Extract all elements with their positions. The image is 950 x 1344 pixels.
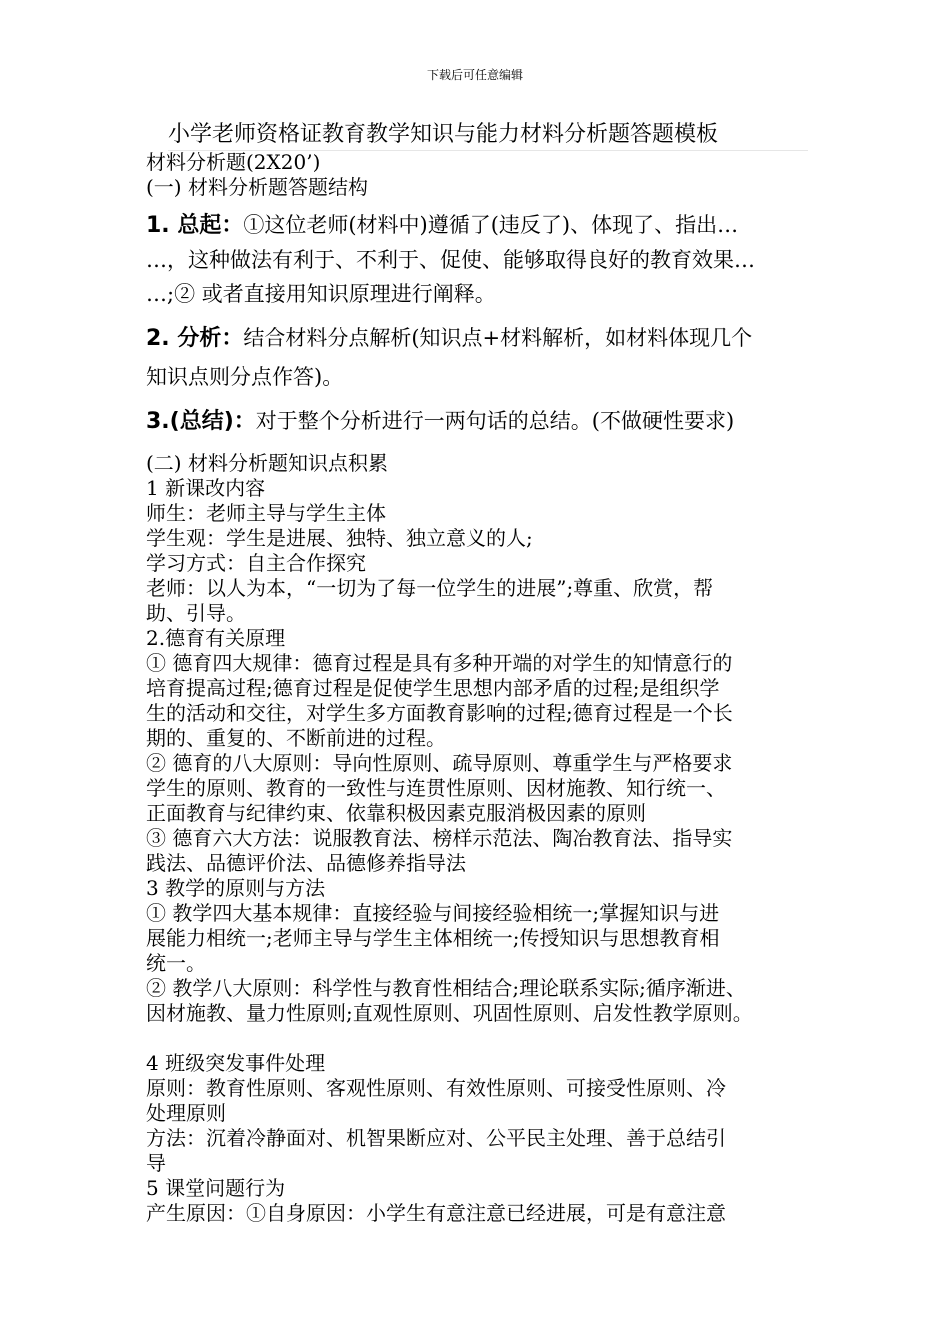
text-line: 师生：老师主导与学生主体	[146, 501, 386, 525]
text-line: 老师：以人为本，“一切为了每一位学生的进展”;尊重、欣赏，帮	[146, 576, 714, 600]
document-title: 小学老师资格证教育教学知识与能力材料分析题答题模板	[168, 120, 808, 151]
text-line: 期的、重复的、不断前进的过程。	[146, 726, 446, 750]
step-analysis-label: 2. 分析：	[146, 326, 244, 351]
text-line: 生的活动和交往，对学生多方面教育影响的过程;德育过程是一个长	[146, 701, 733, 725]
text-line: 原则：教育性原则、客观性原则、有效性原则、可接受性原则、冷	[146, 1076, 726, 1100]
text-line: 产生原因：①自身原因：小学生有意注意已经进展，可是有意注意	[146, 1201, 726, 1225]
document-body	[146, 150, 818, 1226]
text-line: 学习方式：自主合作探究	[146, 551, 366, 575]
step-conclusion-line	[146, 402, 818, 441]
subsection-heading: 5 课堂问题行为	[146, 1176, 286, 1200]
text-line: ① 教学四大基本规律：直接经验与间接经验相统一;掌握知识与进	[146, 901, 720, 925]
text-line: 正面教育与纪律约束、依靠积极因素克服消极因素的原则	[146, 801, 646, 825]
section-heading: (二) 材料分析题知识点积累	[146, 451, 388, 475]
blank-line	[146, 1026, 818, 1051]
text-line: 学生观：学生是进展、独特、独立意义的人;	[146, 526, 533, 550]
text-line: ② 德育的八大原则：导向性原则、疏导原则、尊重学生与严格要求	[146, 751, 733, 775]
text-line: 助、引导。	[146, 601, 246, 625]
step-summary-text: ①这位老师(材料中)遵循了(违反了)、体现了、指出…	[243, 213, 739, 237]
subsection-heading: 3 教学的原则与方法	[146, 876, 326, 900]
text-line: …;② 或者直接用知识原理进行阐释。	[146, 282, 496, 306]
text-line: 导	[146, 1151, 166, 1175]
text-line: 展能力相统一;老师主导与学生主体相统一;传授知识与思想教育相	[146, 926, 720, 950]
text-line: ① 德育四大规律：德育过程是具有多种开端的对学生的知情意行的	[146, 651, 733, 675]
text-line: 统一。	[146, 951, 206, 975]
step-conclusion-label: 3.(总结)：	[146, 409, 256, 434]
text-line: 培育提高过程;德育过程是促使学生思想内部矛盾的过程;是组织学	[146, 676, 720, 700]
text-line: 处理原则	[146, 1101, 226, 1125]
section-heading: (一) 材料分析题答题结构	[146, 175, 368, 199]
text-line: 践法、品德评价法、品德修养指导法	[146, 851, 466, 875]
text-line: ③ 德育六大方法：说服教育法、榜样示范法、陶冶教育法、指导实	[146, 826, 733, 850]
step-conclusion-text: 对于整个分析进行一两句话的总结。(不做硬性要求)	[255, 409, 735, 433]
subsection-heading: 2.德育有关原理	[146, 626, 286, 650]
subsection-heading: 4 班级突发事件处理	[146, 1051, 326, 1075]
subsection-heading: 1 新课改内容	[146, 476, 266, 500]
step-analysis-line	[146, 319, 818, 358]
step-summary-line	[146, 208, 818, 243]
step-summary-label: 1. 总起：	[146, 213, 244, 238]
text-line: 方法：沉着冷静面对、机智果断应对、公平民主处理、善于总结引	[146, 1126, 726, 1150]
text-line: 材料分析题(2X20’)	[146, 150, 321, 174]
step-analysis-text: 结合材料分点解析(知识点+材料解析，如材料体现几个	[243, 326, 753, 350]
page-header: 下载后可任意编辑	[426, 68, 523, 82]
text-line: ② 教学八大原则：科学性与教育性相结合;理论联系实际;循序渐进、	[146, 976, 746, 1000]
text-line: 因材施教、量力性原则;直观性原则、巩固性原则、启发性教学原则。	[146, 1001, 753, 1025]
text-line: 学生的原则、教育的一致性与连贯性原则、因材施教、知行统一、	[146, 776, 726, 800]
text-line: …，这种做法有利于、不利于、促使、能够取得良好的教育效果…	[146, 248, 755, 272]
text-line: 知识点则分点作答)。	[146, 365, 344, 389]
